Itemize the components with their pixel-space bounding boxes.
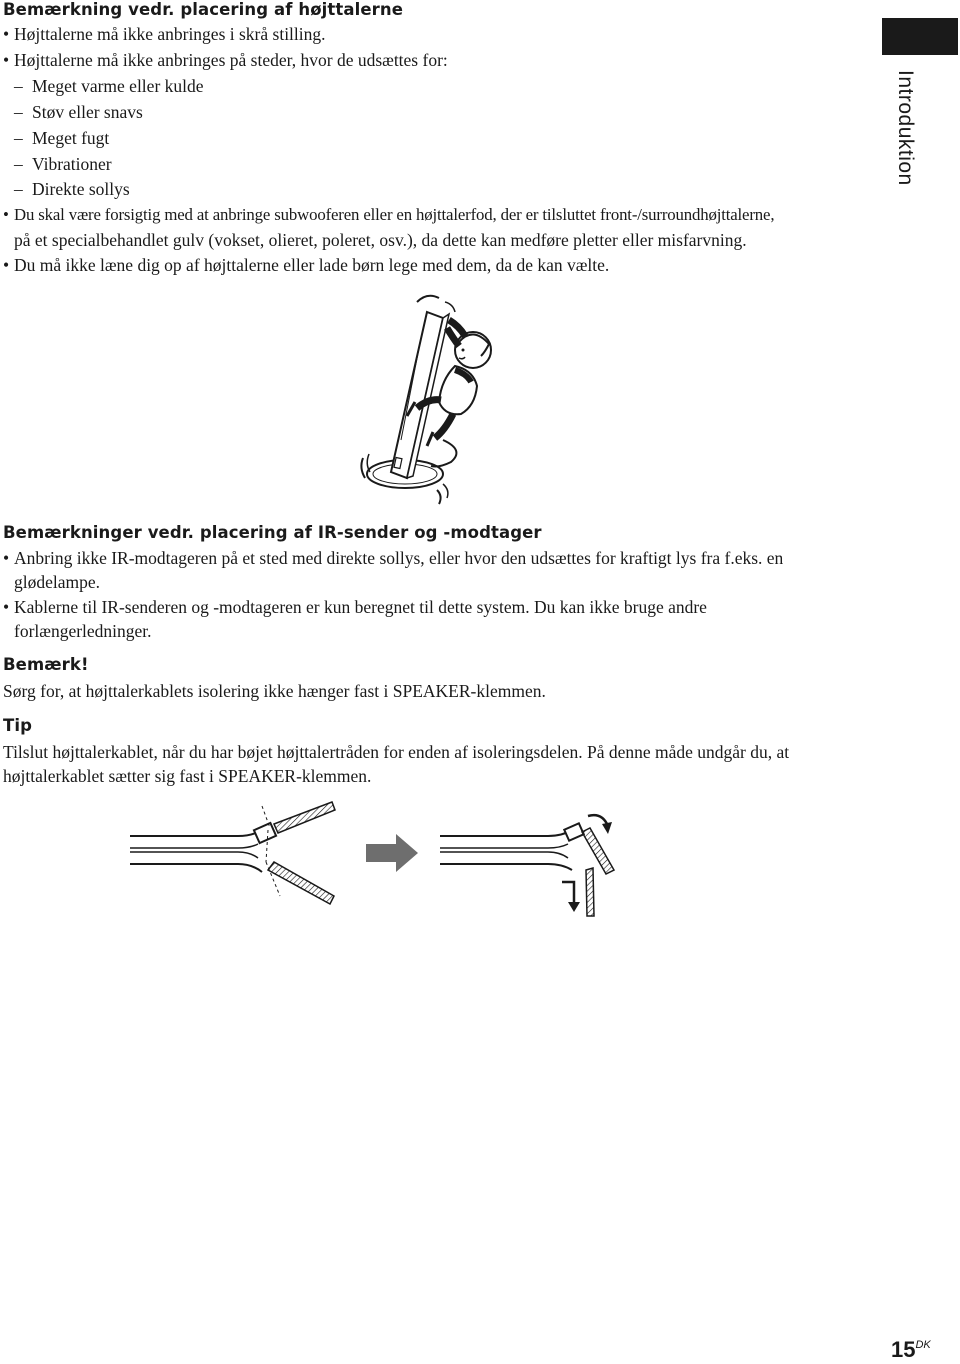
list-item: • Anbring ikke IR-modtageren på et sted med direkte sollys, eller hvor den udsættes for kraftigt lys fra f.eks. en bbox=[3, 548, 784, 568]
section-tab-label: Introduktion bbox=[894, 70, 917, 186]
dash-icon: – bbox=[14, 154, 23, 174]
note-text: Sørg for, at højttalerkablets isolering ikke hænger fast i SPEAKER-klemmen. bbox=[3, 681, 546, 701]
sub-list-item: – Direkte sollys bbox=[14, 179, 130, 199]
sub-list-item: – Vibrationer bbox=[14, 154, 112, 174]
list-item: • Du skal være forsigtig med at anbringe subwooferen eller en højttalerfod, der er tilsluttet front-/surroundhøjttalerne, bbox=[3, 203, 774, 227]
list-item: • Højttalerne må ikke anbringes på steder, hvor de udsættes for: bbox=[3, 50, 448, 70]
cable-before-illustration bbox=[128, 800, 338, 910]
list-item: • Kablerne til IR-senderen og -modtageren er kun beregnet til dette system. Du kan ikke bruge andre bbox=[3, 597, 707, 617]
bullet-icon: • bbox=[3, 597, 10, 617]
bullet-icon: • bbox=[3, 548, 10, 568]
page-number-suffix: DK bbox=[915, 1339, 931, 1351]
child-climbing-speaker-illustration bbox=[355, 290, 505, 510]
bullet-icon: • bbox=[3, 205, 9, 224]
bullet-icon: • bbox=[3, 255, 10, 275]
tip-text-line-1: Tilslut højttalerkablet, når du har bøjet højttalertråden for enden af isoleringsdelen. På denne måde undgår du, at bbox=[3, 742, 790, 762]
section-tab-marker bbox=[882, 18, 958, 55]
sub-list-item: – Støv eller snavs bbox=[14, 102, 143, 122]
arrow-right-icon bbox=[366, 834, 420, 872]
list-item: • Højttalerne må ikke anbringes i skrå stilling. bbox=[3, 24, 326, 44]
dash-icon: – bbox=[14, 128, 23, 148]
dash-icon: – bbox=[14, 76, 23, 96]
list-item-continuation: glødelampe. bbox=[14, 572, 101, 592]
note-heading: Bemærk! bbox=[3, 655, 89, 674]
sub-list-item: – Meget fugt bbox=[14, 128, 110, 148]
list-item-continuation: forlængerledninger. bbox=[14, 621, 152, 641]
dash-icon: – bbox=[14, 179, 23, 199]
list-item: • Du må ikke læne dig op af højttalerne eller lade børn lege med dem, da de kan vælte. bbox=[3, 255, 610, 275]
cable-after-illustration bbox=[438, 808, 618, 920]
bullet-icon: • bbox=[3, 50, 10, 70]
bullet-icon: • bbox=[3, 24, 10, 44]
dash-icon: – bbox=[14, 102, 23, 122]
list-item-continuation: på et specialbehandlet gulv (vokset, olieret, poleret, osv.), da dette kan medføre pletter eller misfarvning. bbox=[14, 230, 747, 250]
page-number: $15^{DK}$ bbox=[891, 1337, 931, 1362]
tip-text-line-2: højttalerkablet sætter sig fast i SPEAKER-klemmen. bbox=[3, 766, 372, 786]
ir-placement-heading: Bemærkninger vedr. placering af IR-sender og -modtager bbox=[3, 523, 542, 542]
speaker-placement-heading: Bemærkning vedr. placering af højttalerne bbox=[3, 0, 404, 19]
tip-heading: Tip bbox=[3, 716, 33, 735]
sub-list-item: – Meget varme eller kulde bbox=[14, 76, 204, 96]
